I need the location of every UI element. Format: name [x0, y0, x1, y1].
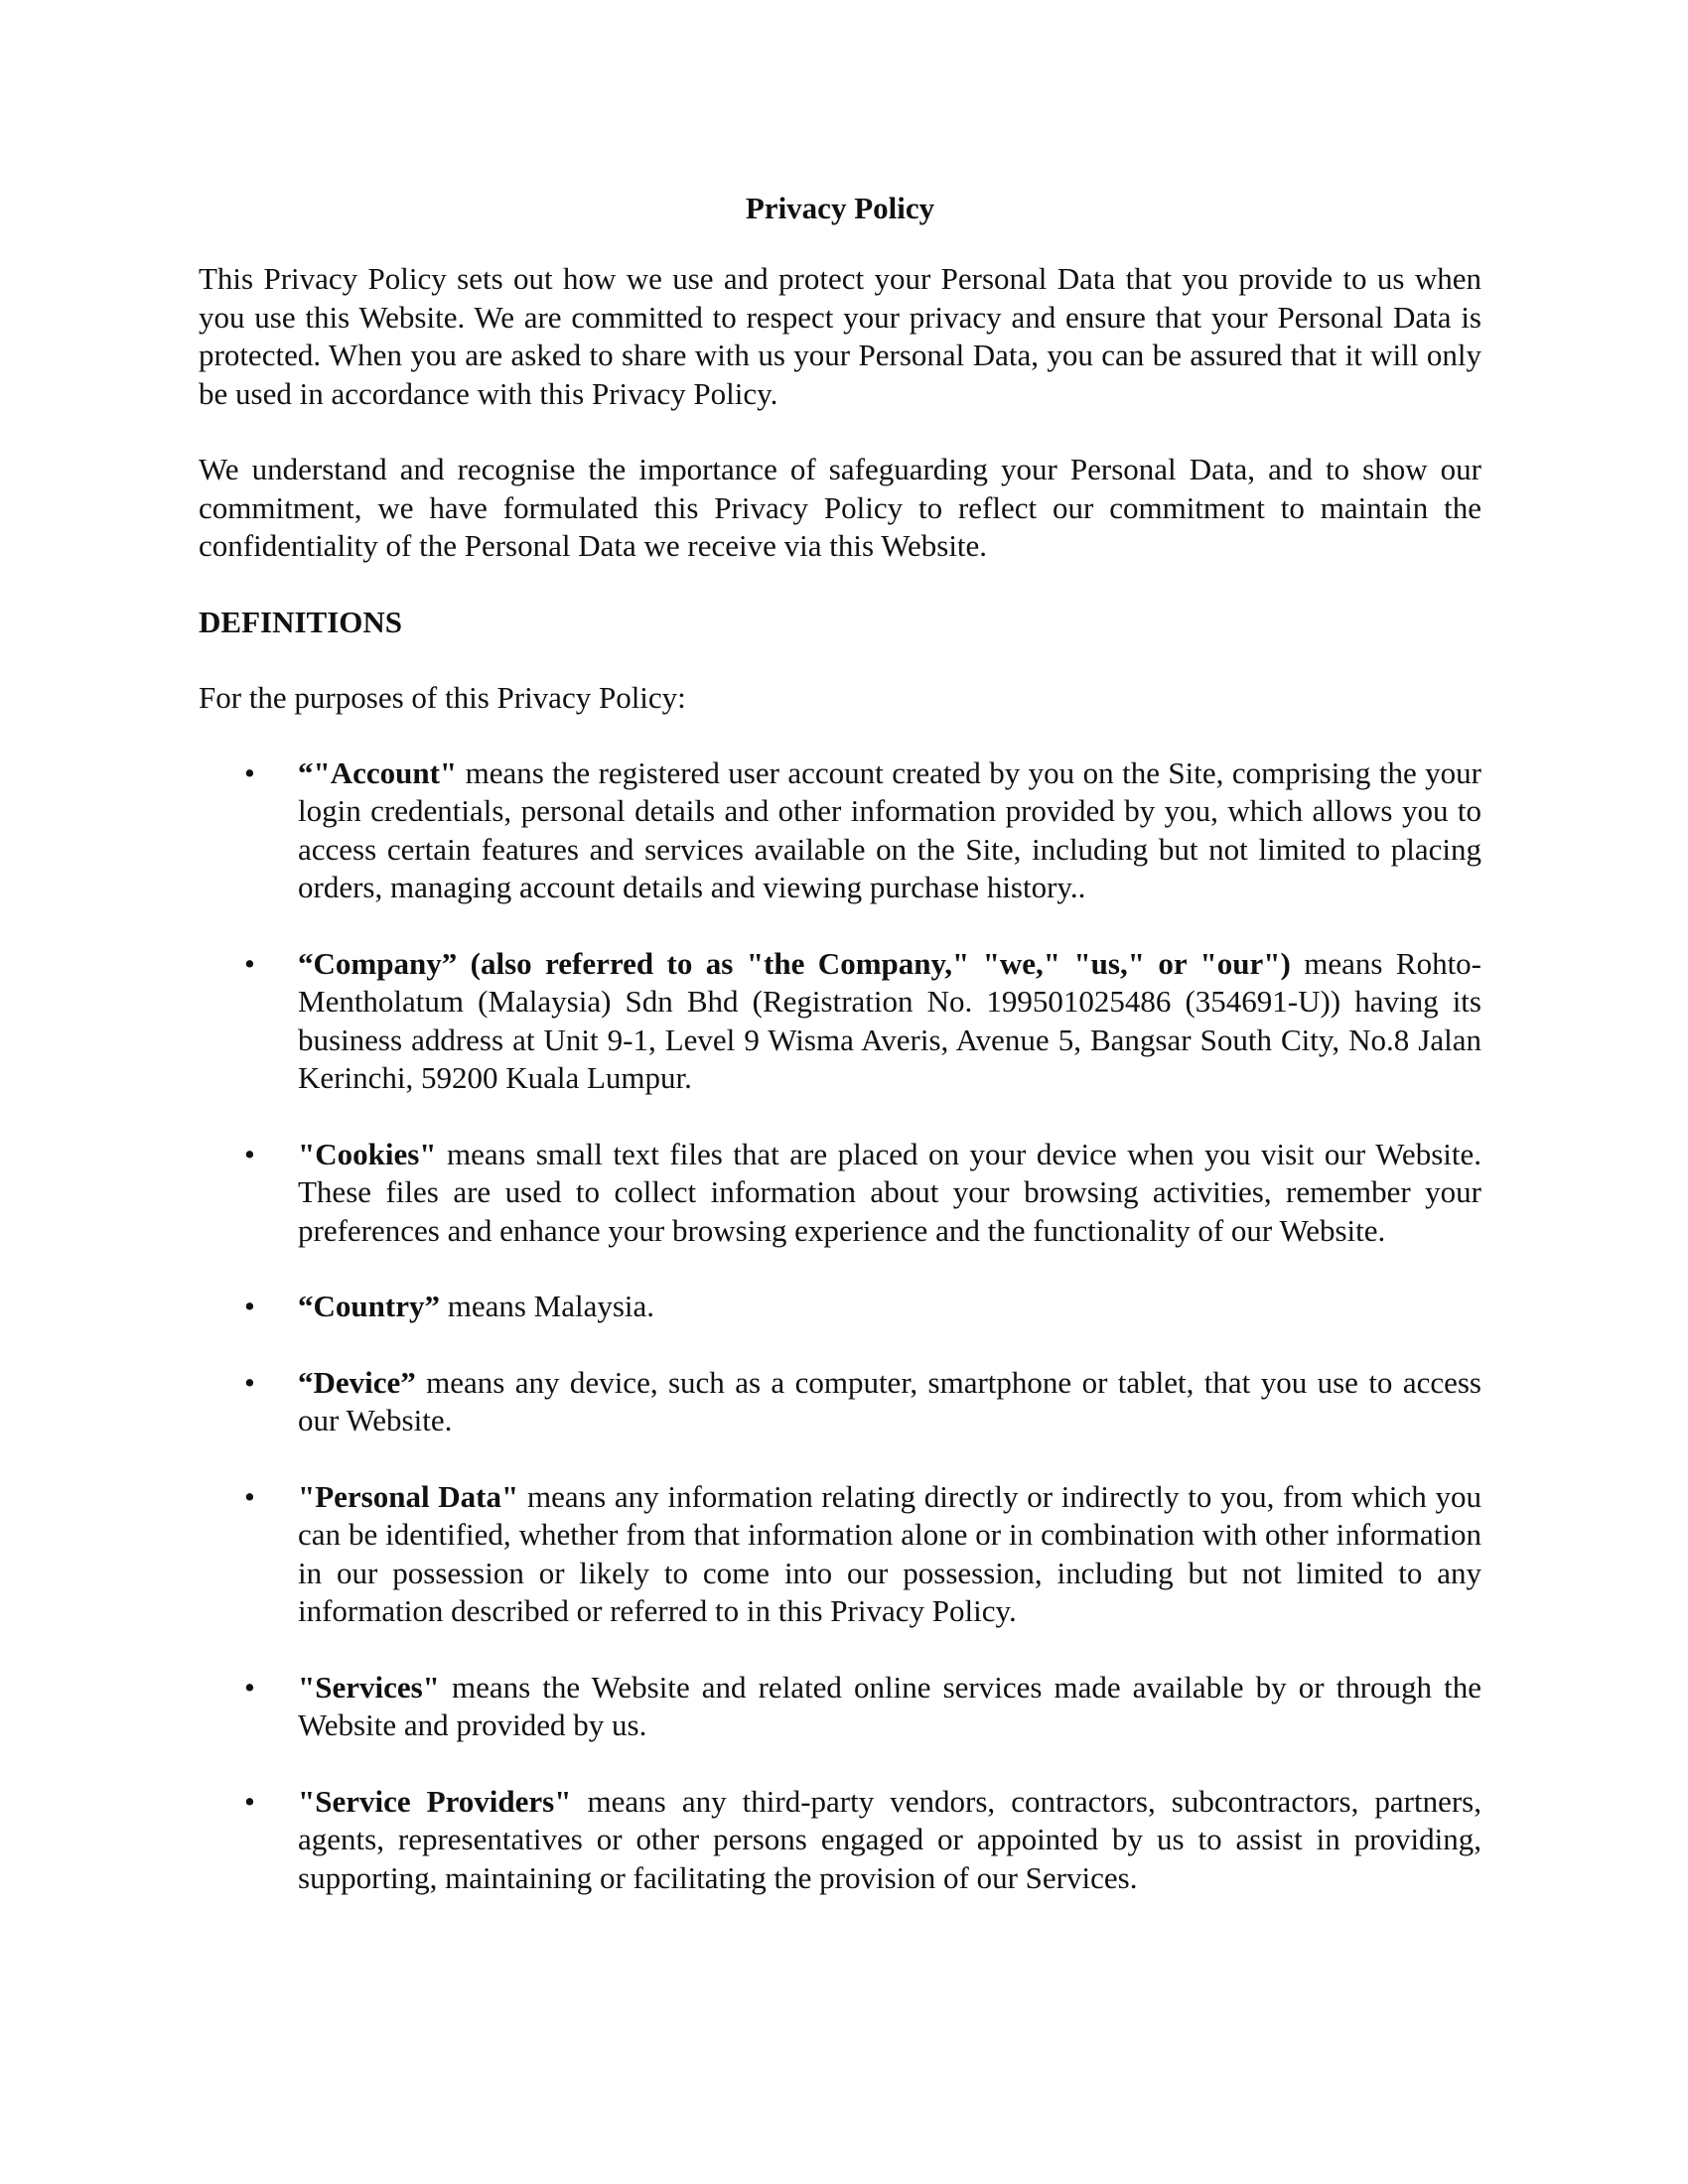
definition-device [199, 1364, 1481, 1440]
definition-term: "Services" [298, 1669, 440, 1705]
bullet-icon: • [244, 1364, 255, 1400]
definition-term: "Cookies" [298, 1136, 437, 1171]
intro-paragraph-1: This Privacy Policy sets out how we use and protect your Personal Data that you provide to us when you use this Website. We are committed to respect your privacy and ensure that your Personal Data is protected. When you are asked to share with us your Personal Data, you can be assured that it will only be used in accordance with this Privacy Policy. [199, 261, 1481, 411]
definition-account [199, 754, 1481, 907]
bullet-icon: • [244, 1289, 255, 1323]
definition-term: “Device” [298, 1364, 416, 1400]
document-page [199, 189, 1481, 1935]
definition-term: "Service Providers" [298, 1783, 572, 1819]
definition-text: means Rohto-Mentholatum (Malaysia) Sdn Bhd (Registration No. 199501025486 (354691-U)) having its business address at Unit 9-1, Level 9 Wisma Averis, Avenue 5, Bangsar South City, No.8 Jalan Kerinchi, 59200 Kuala Lumpur. [298, 945, 1482, 1095]
definitions-list [199, 754, 1481, 1898]
definition-text: means the Website and related online services made available by or through the Website and provided by us. [298, 1669, 1481, 1742]
definition-text: means any device, such as a computer, smartphone or tablet, that you use to access our Website. [298, 1364, 1481, 1437]
bullet-icon: • [244, 1478, 255, 1514]
definition-service-providers [199, 1783, 1481, 1898]
definition-company [199, 945, 1481, 1098]
definition-personal-data [199, 1478, 1481, 1631]
definition-country [199, 1288, 1481, 1326]
document-title: Privacy Policy [745, 191, 935, 225]
intro-paragraph-2: We understand and recognise the importance of safeguarding your Personal Data, and to show our commitment, we have formulated this Privacy Policy to reflect our commitment to maintain the confidentiality of the Personal Data we receive via this Website. [199, 452, 1481, 563]
definition-term: “Company” (also referred to as "the Company," "we," "us," or "our") [298, 945, 1291, 981]
definition-text: means any information relating directly or indirectly to you, from which you can be identified, whether from that information alone or in combination with other information in our possession or likely to come into our possession, including but not limited to any information described or referred to in this Privacy Policy. [298, 1478, 1481, 1628]
section-heading-definitions: DEFINITIONS [199, 604, 402, 639]
definition-text: means small text files that are placed on your device when you visit our Website. These files are used to collect information about your browsing activities, remember your preferences and enhance your browsing experience and the functionality of our Website. [298, 1136, 1481, 1248]
definitions-intro: For the purposes of this Privacy Policy: [199, 679, 686, 715]
definition-text: means any third-party vendors, contractors, subcontractors, partners, agents, representatives or other persons engaged or appointed by us to assist in providing, supporting, maintaining or facilitating the provision of our Services. [298, 1783, 1481, 1895]
definition-services [199, 1669, 1481, 1745]
bullet-icon: • [244, 754, 255, 790]
definition-term: "Personal Data" [298, 1478, 519, 1514]
bullet-icon: • [244, 1669, 255, 1705]
bullet-icon: • [244, 945, 255, 981]
bullet-icon: • [244, 1136, 255, 1171]
definition-term: “Country” [298, 1289, 440, 1323]
definition-cookies [199, 1136, 1481, 1251]
definition-text: means the registered user account created by you on the Site, comprising the your login credentials, personal details and other information provided by you, which allows you to access certain features and services available on the Site, including but not limited to placing orders, managing account details and viewing purchase history.. [298, 754, 1481, 904]
definition-text: means Malaysia. [439, 1289, 655, 1323]
bullet-icon: • [244, 1783, 255, 1819]
definition-term: “"Account" [298, 754, 458, 790]
